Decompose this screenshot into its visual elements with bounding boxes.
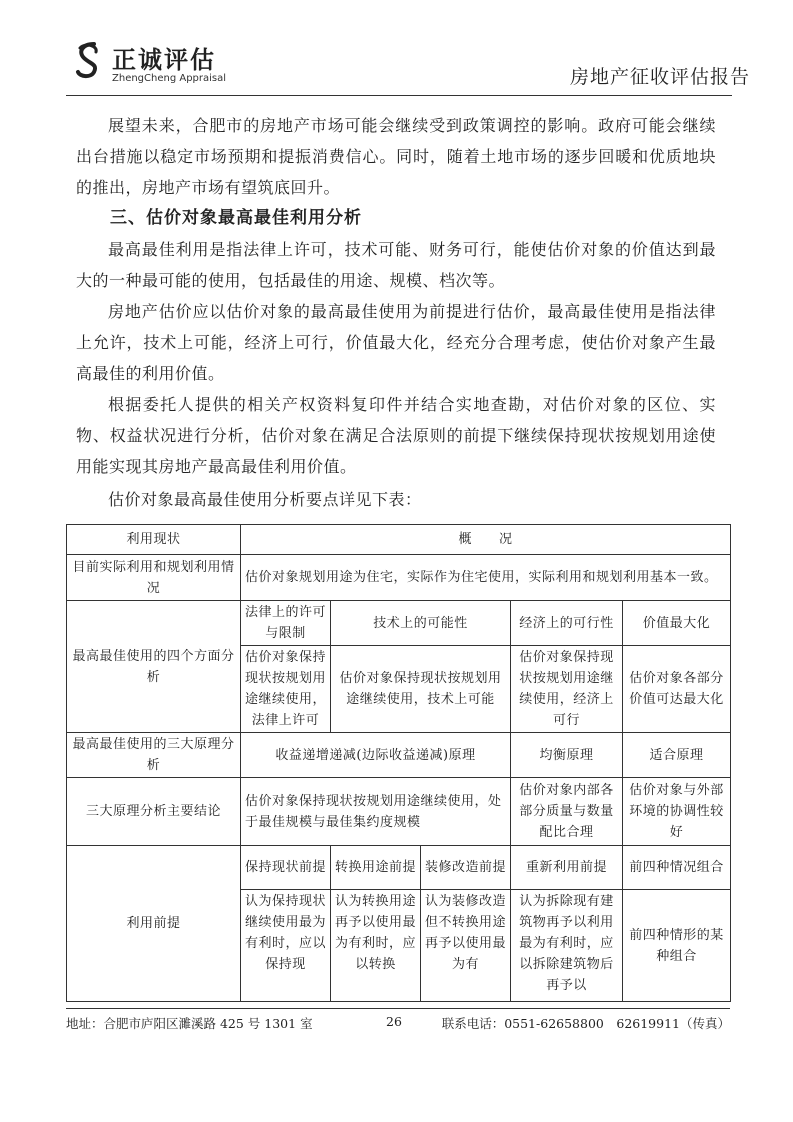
table-row [67,555,731,601]
table-cell: 认为保持现状继续使用最为有利时，应以保持现 [241,890,331,1002]
table-cell: 均衡原理 [511,733,623,778]
report-body [76,110,716,515]
table-cell: 认为转换用途再予以使用最为有利时，应以转换 [331,890,421,1002]
table-subheader-cell: 保持现状前提 [241,846,331,890]
page-number: 26 [386,1014,402,1029]
table-header-cell: 利用现状 [67,525,241,555]
paragraph-definition: 最高最佳利用是指法律上许可，技术可能、财务可行，能使估价对象的价值达到最大的一种最可能的使用，包括最佳的用途、规模、档次等。 [76,240,716,290]
table-row [67,733,731,778]
footer-address: 地址：合肥市庐阳区濉溪路 425 号 1301 室 [66,1016,313,1031]
paragraph-outlook: 展望未来，合肥市的房地产市场可能会继续受到政策调控的影响。政府可能会继续出台措施以稳定市场预期和提振消费信心。同时，随着土地市场的逐步回暖和优质地块的推出，房地产市场有望筑底回升。 [76,116,716,197]
table-subheader-cell: 装修改造前提 [421,846,511,890]
table-cell: 估价对象保持现状按规划用途继续使用，法律上许可 [241,646,331,733]
table-row [67,601,731,646]
report-title: 房地产征收评估报告 [569,66,750,88]
footer-divider [66,1008,730,1009]
row-label: 目前实际利用和规划利用情况 [67,555,241,601]
row-label: 最高最佳使用的四个方面分析 [67,601,241,733]
table-subheader-cell: 前四种情况组合 [623,846,731,890]
table-cell: 估价对象保持现状按规划用途继续使用，技术上可能 [331,646,511,733]
section-heading: 三、估价对象最高最佳利用分析 [110,208,362,228]
table-cell: 适合原理 [623,733,731,778]
table-cell: 估价对象保持现状按规划用途继续使用，经济上可行 [511,646,623,733]
table-cell: 收益递增递减(边际收益递减)原理 [241,733,511,778]
table-subheader-cell: 转换用途前提 [331,846,421,890]
table-row [67,525,731,555]
analysis-table [66,524,731,1002]
paragraph-conclusion: 根据委托人提供的相关产权资料复印件并结合实地查勘，对估价对象的区位、实物、权益状况进行分析，估价对象在满足合法原则的前提下继续保持现状按规划用途使用能实现其房地产最高最佳利用价值。 [76,395,716,476]
table-cell: 认为装修改造但不转换用途再予以使用最为有 [421,890,511,1002]
table-cell: 认为拆除现有建筑物再予以利用最为有利时，应以拆除建筑物后再予以 [511,890,623,1002]
row-label: 利用前提 [67,846,241,1002]
table-row [67,846,731,890]
table-subheader-cell: 价值最大化 [623,601,731,646]
logo-text-en: ZhengCheng Appraisal [112,73,227,84]
page-header [50,30,750,90]
table-cell: 估价对象与外部环境的协调性较好 [623,778,731,846]
table-row [67,778,731,846]
table-subheader-cell: 法律上的许可与限制 [241,601,331,646]
table-cell: 估价对象各部分价值可达最大化 [623,646,731,733]
header-divider [66,95,732,96]
logo-text-cn: 正诚评估 [112,46,216,74]
table-cell: 前四种情形的某种组合 [623,890,731,1002]
row-label: 最高最佳使用的三大原理分析 [67,733,241,778]
table-subheader-cell: 经济上的可行性 [511,601,623,646]
paragraph-premise: 房地产估价应以估价对象的最高最佳使用为前提进行估价，最高最佳使用是指法律上允许，技术上可能，经济上可行，价值最大化，经充分合理考虑，使估价对象产生最高最佳的利用价值。 [76,302,716,383]
table-cell: 估价对象保持现状按规划用途继续使用，处于最佳规模与最佳集约度规模 [241,778,511,846]
table-subheader-cell: 重新利用前提 [511,846,623,890]
footer-phone: 联系电话：0551-62658800 62619911（传真） [441,1016,730,1031]
table-subheader-cell: 技术上的可能性 [331,601,511,646]
table-cell: 估价对象规划用途为住宅，实际作为住宅使用，实际利用和规划利用基本一致。 [241,555,731,601]
table-cell: 估价对象内部各部分质量与数量配比合理 [511,778,623,846]
table-caption: 估价对象最高最佳使用分析要点详见下表： [108,490,422,509]
row-label: 三大原理分析主要结论 [67,778,241,846]
table-header-cell: 概 况 [241,525,731,555]
zhengcheng-logo-icon [72,40,104,80]
